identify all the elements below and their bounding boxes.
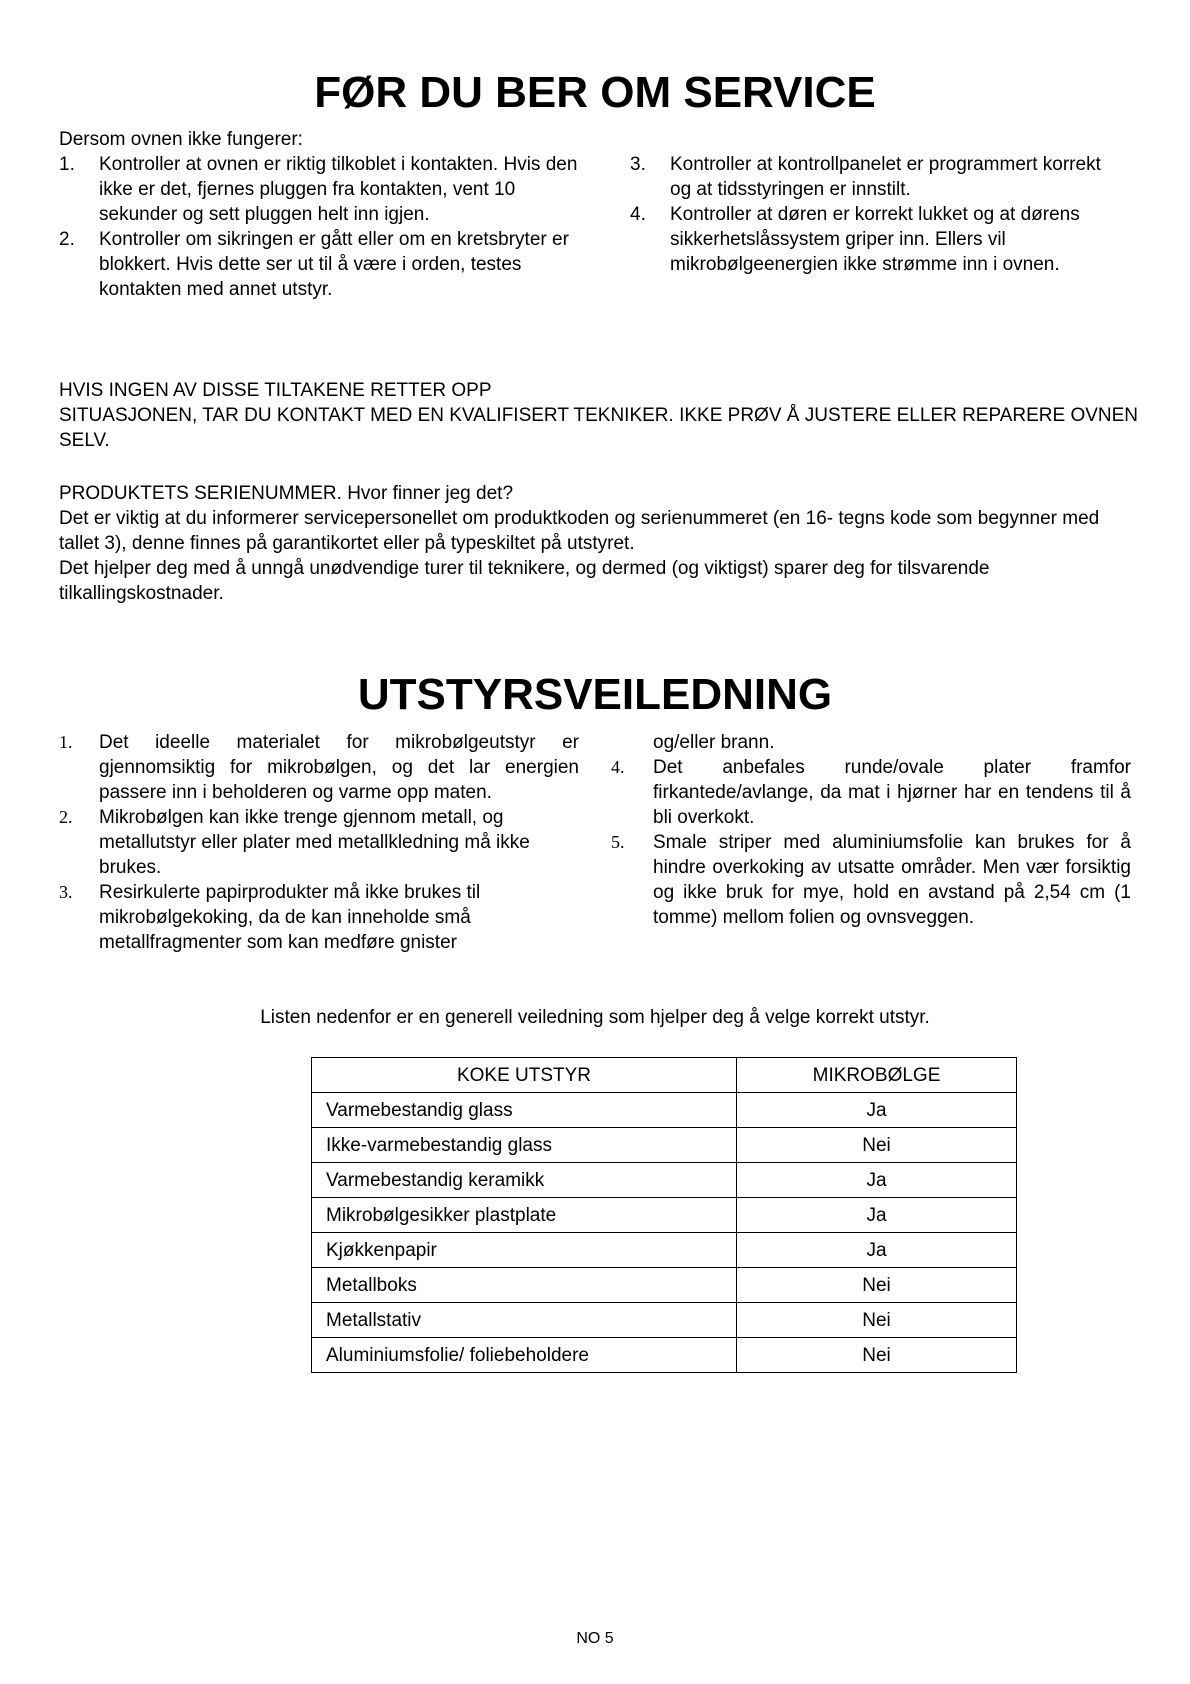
table-row — [312, 1338, 1017, 1373]
service-item-3: 3. Kontroller at kontrollpanelet er programmert korrekt og at tidsstyringen er innstilt. — [630, 154, 1101, 200]
table-header: KOKE UTSTYR — [312, 1058, 737, 1093]
microwave-cell: Nei — [737, 1338, 1017, 1373]
service-title: FØR DU BER OM SERVICE — [314, 68, 876, 117]
table-row — [312, 1233, 1017, 1268]
table-row — [312, 1093, 1017, 1128]
equipment-list-left — [59, 730, 579, 955]
table-header-row — [312, 1058, 1017, 1093]
cookware-cell: Kjøkkenpapir — [312, 1233, 737, 1268]
serial-paragraph-2: Det hjelper deg med å unngå unødvendige turer til teknikere, og dermed (og viktigst) sparer deg for tilsvarende tilkallingskostnader. — [59, 558, 990, 604]
page-number: NO 5 — [576, 1630, 614, 1647]
cookware-cell: Varmebestandig glass — [312, 1093, 737, 1128]
cookware-cell: Aluminiumsfolie/ foliebeholdere — [312, 1338, 737, 1373]
cookware-table — [311, 1057, 1017, 1373]
microwave-cell: Ja — [737, 1198, 1017, 1233]
equipment-item-4: 4. Det anbefales runde/ovale plater framfor firkantede/avlange, da mat i hjørner har en tendens til å bli overkokt. — [611, 757, 1131, 828]
cookware-cell: Varmebestandig keramikk — [312, 1163, 737, 1198]
equipment-item-2: 2. Mikrobølgen kan ikke trenge gjennom metall, og metallutstyr eller plater med metallkledning må ikke brukes. — [59, 807, 530, 878]
cookware-cell: Metallstativ — [312, 1303, 737, 1338]
microwave-cell: Ja — [737, 1163, 1017, 1198]
cookware-cell: Ikke-varmebestandig glass — [312, 1128, 737, 1163]
microwave-cell: Ja — [737, 1093, 1017, 1128]
equipment-item-1: 1. Det ideelle materialet for mikrobølgeutstyr er gjennomsiktig for mikrobølgen, og det lar energien passere inn i beholderen og varme opp maten. — [59, 732, 579, 803]
cookware-cell: Mikrobølgesikker plastplate — [312, 1198, 737, 1233]
equipment-title: UTSTYRSVEILEDNING — [357, 670, 833, 719]
equipment-item-5: 5. Smale striper med aluminiumsfolie kan brukes for å hindre overkoking av utsatte områder. Men vær forsiktig og ikke bruk for mye, hold en avstand på 2,54 cm (1 tomme) mellom folien og ovnsveggen. — [611, 832, 1131, 928]
serial-heading: PRODUKTETS SERIENUMMER. Hvor finner jeg det? — [59, 483, 514, 504]
table-row — [312, 1163, 1017, 1198]
cookware-cell: Metallboks — [312, 1268, 737, 1303]
microwave-cell: Nei — [737, 1128, 1017, 1163]
table-header: MIKROBØLGE — [737, 1058, 1017, 1093]
equipment-item-3: 3. Resirkulerte papirprodukter må ikke brukes til mikrobølgekoking, da de kan inneholde små metallfragmenter som kan medføre gnister — [59, 882, 481, 953]
service-list-right — [630, 152, 1125, 277]
microwave-cell: Ja — [737, 1233, 1017, 1268]
guide-text: Listen nedenfor er en generell veiledning som hjelper deg å velge korrekt utstyr. — [260, 1007, 930, 1028]
table-row — [312, 1128, 1017, 1163]
warning-text: HVIS INGEN AV DISSE TILTAKENE RETTER OPP SITUASJONEN, TAR DU KONTAKT MED EN KVALIFISERT TEKNIKER. IKKE PRØV Å JUSTERE ELLER REPARERE OVNEN SELV. — [59, 380, 1139, 451]
table-row — [312, 1198, 1017, 1233]
service-item-1: 1. Kontroller at ovnen er riktig tilkoblet i kontakten. Hvis den ikke er det, fjernes pluggen fra kontakten, vent 10 sekunder og sett pluggen helt inn igjen. — [59, 154, 578, 225]
table-row — [312, 1303, 1017, 1338]
equipment-item-3-continued: og/eller brann. — [653, 732, 775, 753]
microwave-cell: Nei — [737, 1303, 1017, 1338]
microwave-cell: Nei — [737, 1268, 1017, 1303]
service-list-left — [59, 152, 579, 302]
table-row — [312, 1268, 1017, 1303]
serial-paragraph-1: Det er viktig at du informerer servicepersonellet om produktkoden og serienummeret (en 16- tegns kode som begynner med tallet 3), denne finnes på garantikortet eller på typeskiltet på utstyret. — [59, 508, 1100, 554]
service-item-2: 2. Kontroller om sikringen er gått eller om en kretsbryter er blokkert. Hvis dette ser ut til å være i orden, testes kontakten med annet utstyr. — [59, 229, 569, 300]
service-intro: Dersom ovnen ikke fungerer: — [59, 129, 303, 150]
service-item-4: 4. Kontroller at døren er korrekt lukket og at dørens sikkerhetslåssystem griper inn. Ellers vil mikrobølgeenergien ikke strømme inn i ovnen. — [630, 204, 1080, 275]
serial-section — [59, 481, 1139, 606]
equipment-list-right — [611, 755, 1131, 930]
